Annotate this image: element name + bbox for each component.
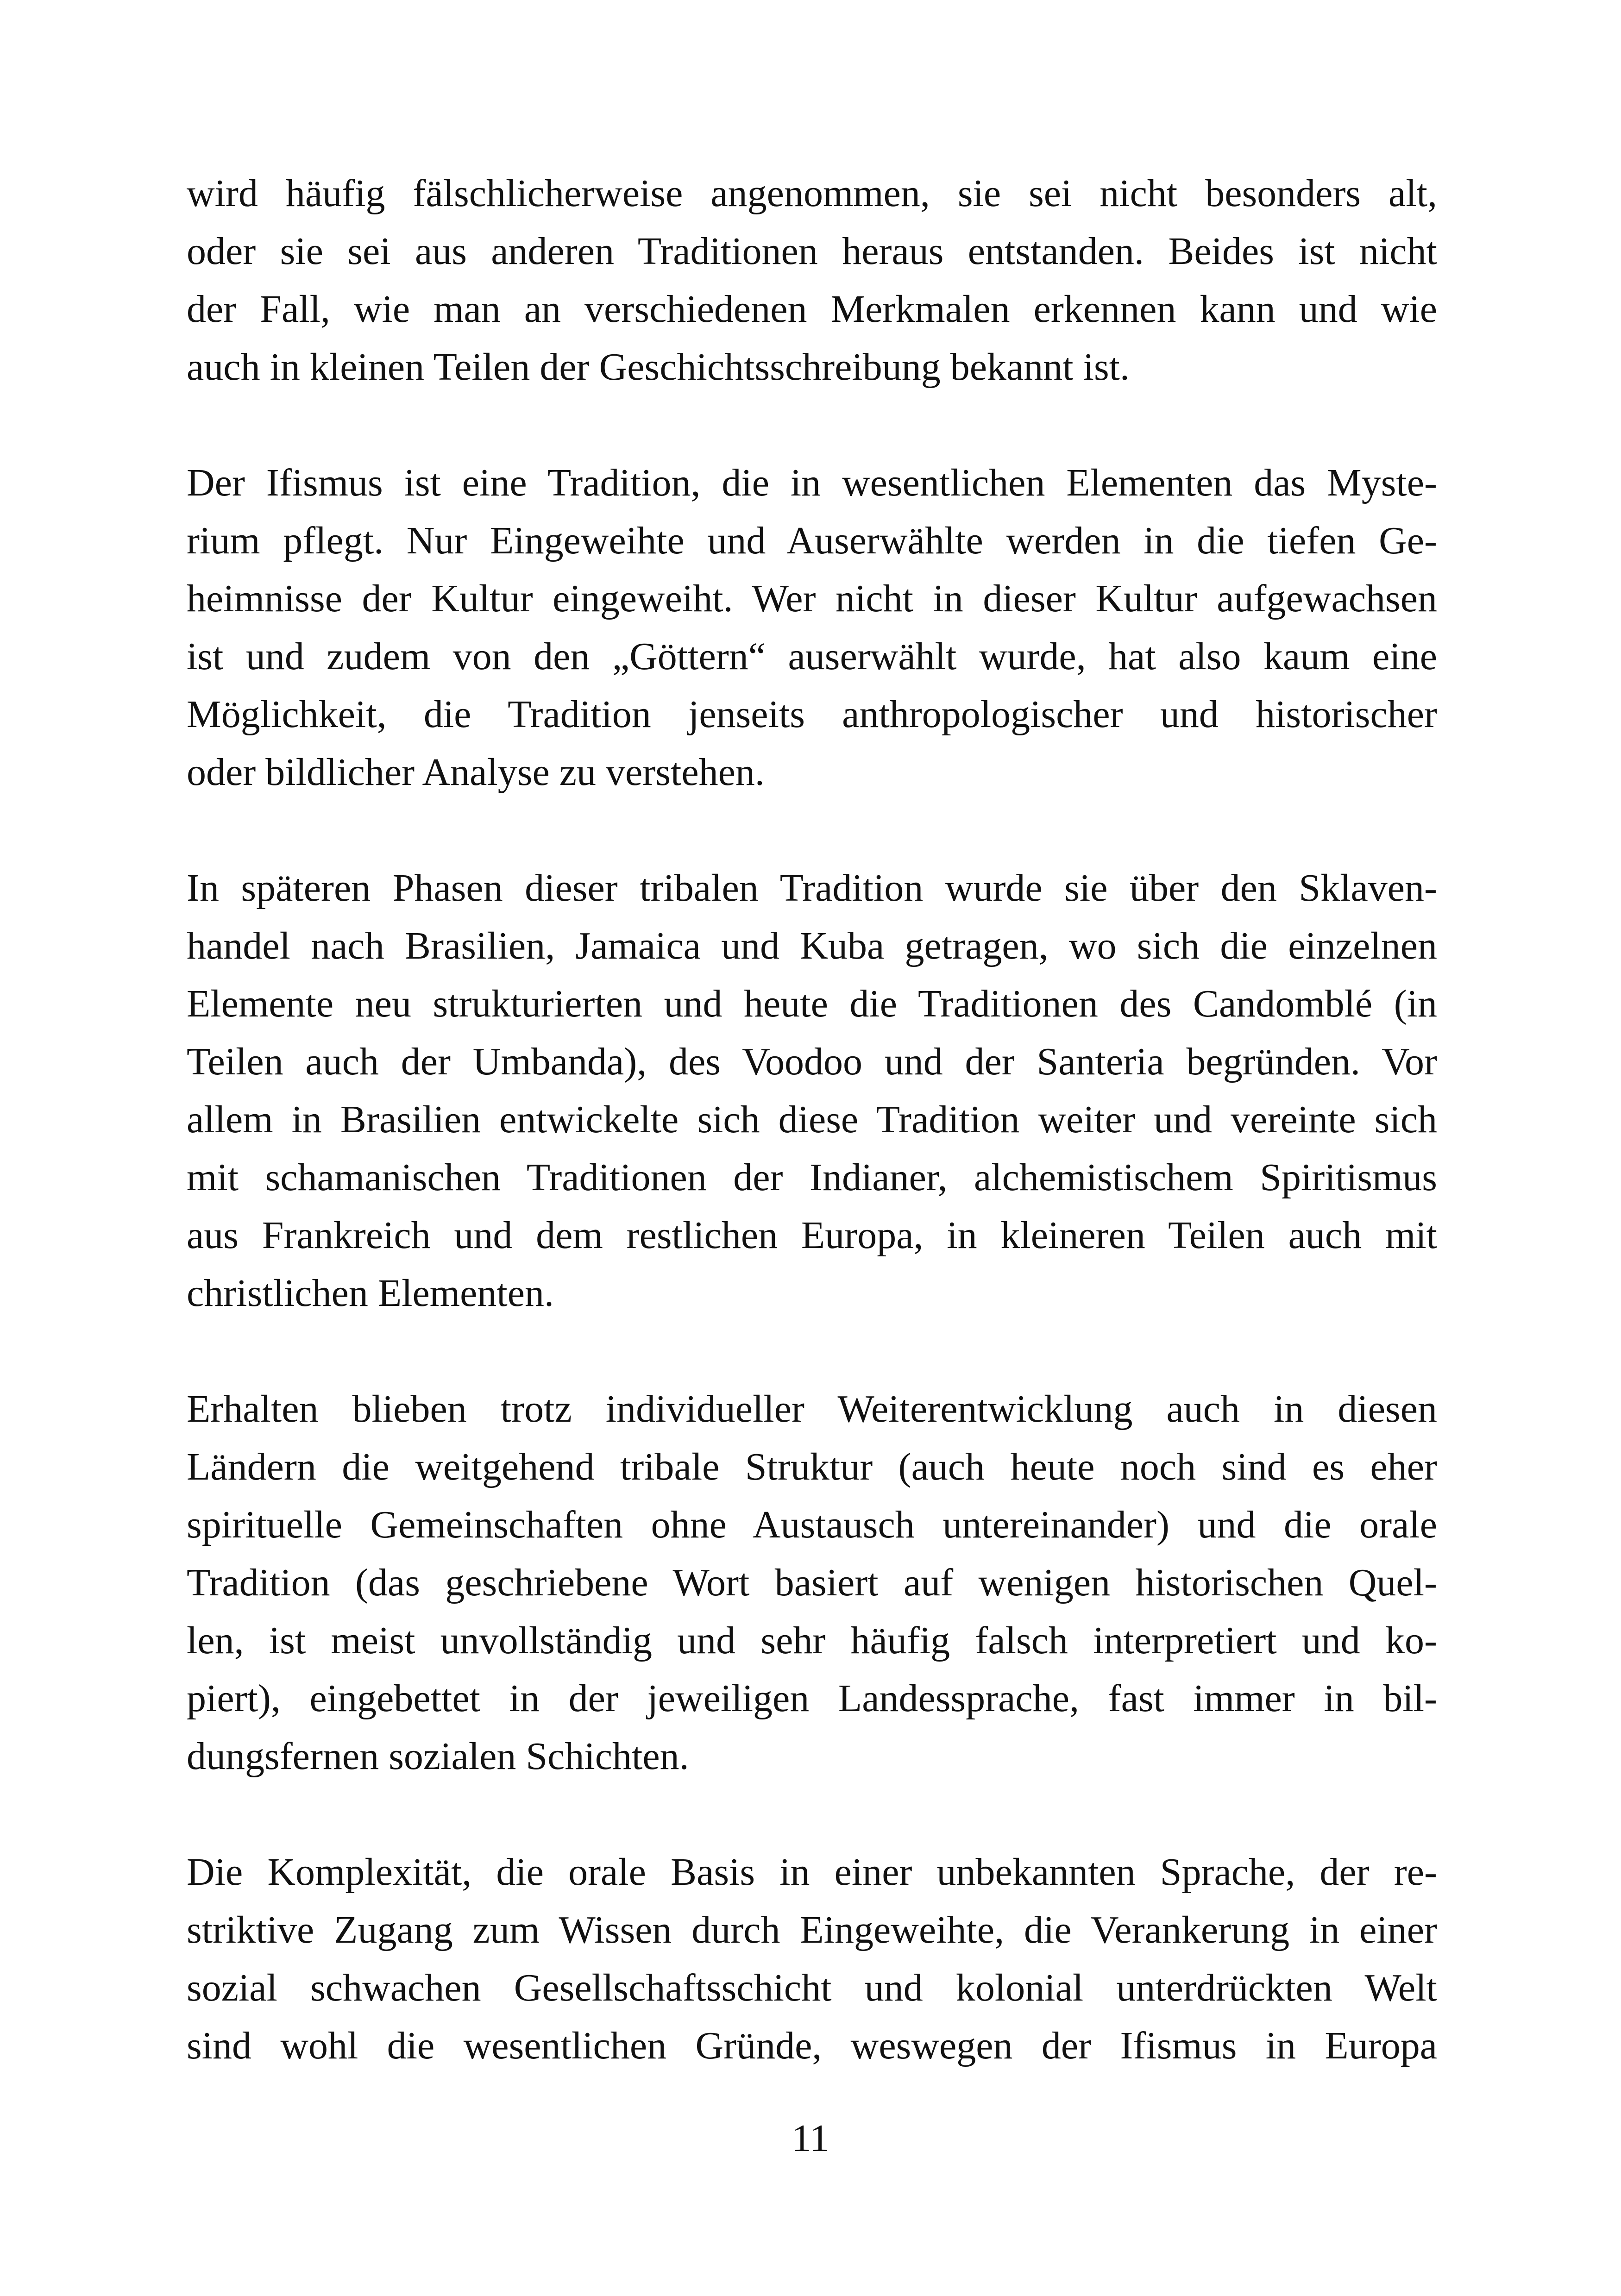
- text-line: sozial schwachen Gesellschaftsschicht und kolonial unterdrückten Welt: [187, 1966, 1437, 2009]
- text-line: oder sie sei aus anderen Traditionen heraus entstanden. Beides ist nicht: [187, 230, 1437, 273]
- text-line: mit schamanischen Traditionen der Indianer, alchemistischem Spiritismus: [187, 1156, 1437, 1199]
- text-line: auch in kleinen Teilen der Geschichtsschreibung bekannt ist.: [187, 345, 1130, 389]
- text-line: christlichen Elementen.: [187, 1272, 554, 1315]
- text-line: Die Komplexität, die orale Basis in einer unbekannten Sprache, der re-: [187, 1851, 1437, 1894]
- text-line: Elemente neu strukturierten und heute die Traditionen des Candomblé (in: [187, 982, 1437, 1025]
- text-line: sind wohl die wesentlichen Gründe, weswegen der Ifismus in Europa: [187, 2024, 1437, 2067]
- text-line: spirituelle Gemeinschaften ohne Austausch untereinander) und die orale: [187, 1503, 1437, 1546]
- text-line: der Fall, wie man an verschiedenen Merkmalen erkennen kann und wie: [187, 288, 1437, 331]
- paragraph-2: [187, 454, 1437, 801]
- paragraph-4: [187, 1380, 1437, 1785]
- text-line: Erhalten blieben trotz individueller Weiterentwicklung auch in diesen: [187, 1387, 1437, 1430]
- text-line: wird häufig fälschlicherweise angenommen, sie sei nicht besonders alt,: [187, 172, 1437, 215]
- text-line: Teilen auch der Umbanda), des Voodoo und der Santeria begründen. Vor: [187, 1040, 1437, 1083]
- text-line: Der Ifismus ist eine Tradition, die in wesentlichen Elementen das Myste-: [187, 461, 1437, 504]
- text-line: aus Frankreich und dem restlichen Europa, in kleineren Teilen auch mit: [187, 1214, 1437, 1257]
- paragraph-3: [187, 859, 1437, 1322]
- text-line: Tradition (das geschriebene Wort basiert auf wenigen historischen Quel-: [187, 1561, 1437, 1604]
- text-line: ist und zudem von den „Göttern“ auserwählt wurde, hat also kaum eine: [187, 635, 1437, 678]
- paragraph-1: [187, 164, 1437, 396]
- paragraph-5: [187, 1843, 1437, 2075]
- text-line: allem in Brasilien entwickelte sich diese Tradition weiter und vereinte sich: [187, 1098, 1437, 1141]
- text-line: handel nach Brasilien, Jamaica und Kuba getragen, wo sich die einzelnen: [187, 924, 1437, 967]
- text-line: piert), eingebettet in der jeweiligen Landessprache, fast immer in bil-: [187, 1677, 1437, 1720]
- text-line: Möglichkeit, die Tradition jenseits anthropologischer und historischer: [187, 693, 1437, 736]
- text-line: striktive Zugang zum Wissen durch Eingeweihte, die Verankerung in einer: [187, 1908, 1437, 1951]
- page-number: 11: [792, 2117, 829, 2160]
- text-line: oder bildlicher Analyse zu verstehen.: [187, 751, 765, 794]
- text-line: Ländern die weitgehend tribale Struktur (auch heute noch sind es eher: [187, 1445, 1437, 1488]
- body-text: [187, 164, 1437, 2075]
- text-line: rium pflegt. Nur Eingeweihte und Auserwählte werden in die tiefen Ge-: [187, 519, 1437, 562]
- text-line: In späteren Phasen dieser tribalen Tradition wurde sie über den Sklaven-: [187, 866, 1437, 910]
- text-line: len, ist meist unvollständig und sehr häufig falsch interpretiert und ko-: [187, 1619, 1437, 1662]
- text-line: dungsfernen sozialen Schichten.: [187, 1735, 689, 1778]
- text-line: heimnisse der Kultur eingeweiht. Wer nicht in dieser Kultur aufgewachsen: [187, 577, 1437, 620]
